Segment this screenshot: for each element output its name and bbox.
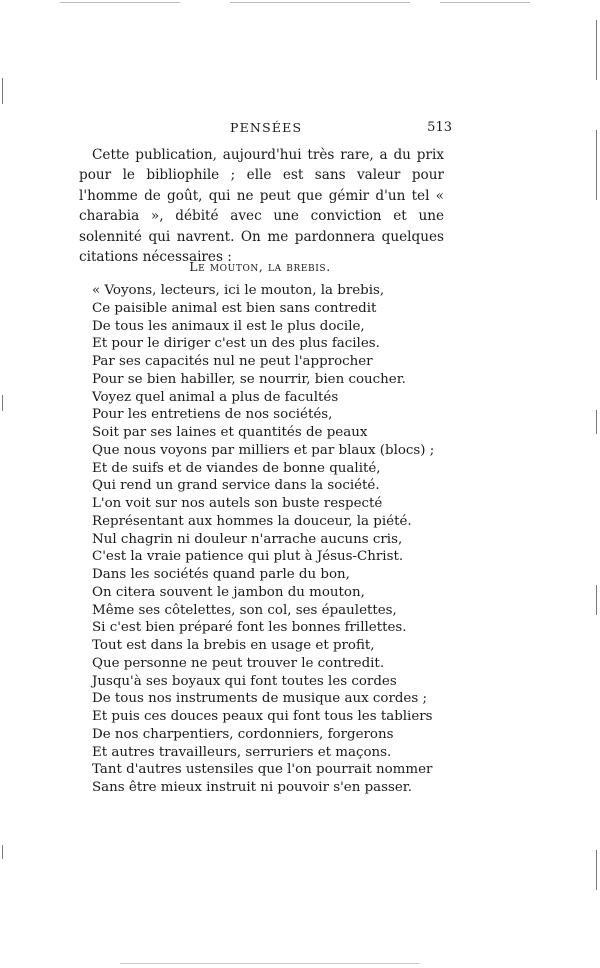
scan-top-edge (440, 2, 530, 3)
scan-right-edge-mark (596, 850, 597, 890)
poem-line: De tous les animaux il est le plus docile, (92, 318, 365, 334)
scan-bottom-edge (120, 963, 420, 964)
scan-top-edge (230, 2, 410, 3)
poem-line: Que nous voyons par milliers et par blaux (blocs) ; (92, 442, 435, 458)
scan-right-edge-mark (596, 410, 597, 434)
poem-title (0, 259, 520, 274)
running-title: PENSÉES (230, 120, 303, 135)
poem-line: Pour se bien habiller, se nourrir, bien coucher. (92, 371, 406, 387)
scan-left-edge-mark (2, 78, 3, 104)
scan-right-edge-mark (596, 130, 597, 200)
poem-line: Dans les sociétés quand parle du bon, (92, 567, 350, 582)
intro-paragraph-block (79, 145, 444, 267)
poem-line: Et pour le diriger c'est un des plus faciles. (92, 336, 380, 352)
poem-line: Si c'est bien préparé font les bonnes frillettes. (92, 620, 407, 636)
poem-body (92, 282, 435, 797)
poem-line: L'on voit sur nos autels son buste respecté (92, 496, 383, 511)
poem-line: Pour les entretiens de nos sociétés, (92, 407, 333, 423)
poem-line: Représentant aux hommes la douceur, la piété. (92, 513, 412, 529)
running-header (80, 120, 452, 138)
poem-line: Et autres travailleurs, serruriers et maçons. (92, 744, 392, 760)
poem-line: Tout est dans la brebis en usage et profit, (92, 638, 375, 653)
intro-paragraph: Cette publication, aujourd'hui très rare, a du prix pour le bibliophile ; elle est sans valeur pour l'homme de goût, qui ne peut que gémir d'un tel « charabia », débité avec une conviction et une solennité qui navrent. On me pardonnera quelques citations nécessaires : (79, 147, 444, 266)
poem-line: Jusqu'à ses boyaux qui font toutes les cordes (92, 673, 397, 689)
poem-line: Qui rend un grand service dans la société. (92, 478, 380, 494)
poem-line: Sans être mieux instruit ni pouvoir s'en passer. (92, 780, 412, 795)
scan-top-edge (60, 2, 180, 3)
poem-line: On citera souvent le jambon du mouton, (92, 584, 365, 600)
scan-right-edge-mark (596, 585, 597, 615)
poem-line: Tant d'autres ustensiles que l'on pourrait nommer (92, 762, 433, 778)
poem-line: De nos charpentiers, cordonniers, forgerons (92, 726, 394, 742)
poem-line: « Voyons, lecteurs, ici le mouton, la brebis, (92, 283, 385, 298)
poem-line: De tous nos instruments de musique aux cordes ; (92, 691, 427, 707)
poem-line: Et puis ces douces peaux qui font tous les tabliers (92, 709, 433, 724)
scan-left-edge-mark (2, 845, 3, 859)
poem-line: Voyez quel animal a plus de facultés (92, 389, 339, 405)
poem-line: Nul chagrin ni douleur n'arrache aucuns cris, (92, 531, 403, 547)
poem-line: C'est la vraie patience qui plut à Jésus-Christ. (92, 549, 404, 565)
poem-line: Et de suifs et de viandes de bonne qualité, (92, 460, 381, 476)
page-number: 513 (427, 120, 452, 135)
poem-title-text: Le mouton, la brebis. (189, 259, 331, 274)
poem-line: Par ses capacités nul ne peut l'approcher (92, 354, 373, 369)
poem-line: Même ses côtelettes, son col, ses épaulettes, (92, 602, 397, 618)
scan-right-edge-mark (596, 20, 597, 80)
poem-line: Ce paisible animal est bien sans contredit (92, 300, 377, 316)
poem-line: Soit par ses laines et quantités de peaux (92, 425, 368, 440)
poem-line: Que personne ne peut trouver le contredit. (92, 655, 385, 671)
scan-left-edge-mark (2, 395, 3, 411)
